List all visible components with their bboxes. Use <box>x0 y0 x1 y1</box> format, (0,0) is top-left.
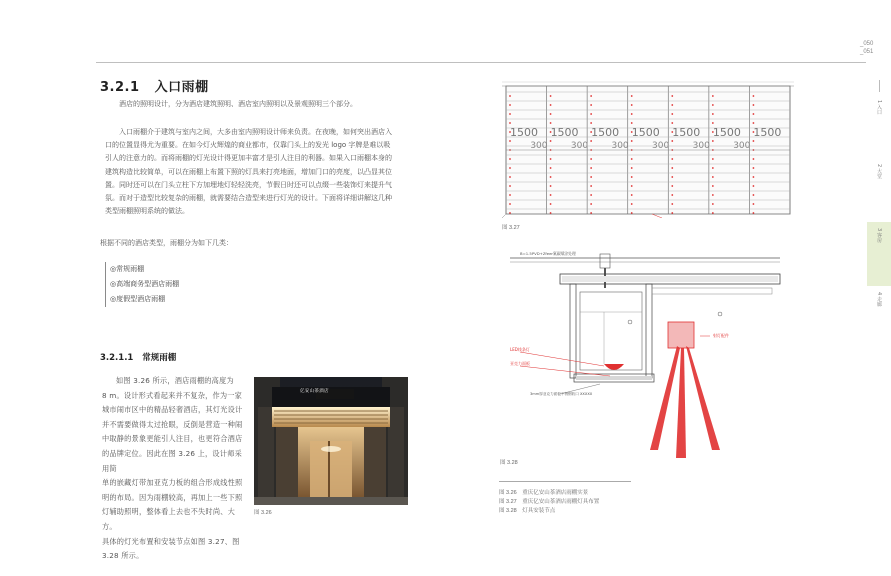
subsection-number: 3.2.1.1 <box>100 353 134 363</box>
section-title: 入口雨棚 <box>154 80 209 95</box>
body-line: 灯辅助照明，整体看上去也不失时尚、大方。 <box>102 507 235 531</box>
downlight-marker <box>509 185 511 187</box>
list-item: ◎高端商务型酒店雨棚 <box>110 280 180 288</box>
sidebar-tab-label: 1 入口 <box>876 100 882 115</box>
downlight-marker <box>712 122 714 124</box>
downlight-marker <box>550 185 552 187</box>
downlight-marker <box>590 113 592 115</box>
downlight-marker <box>550 104 552 106</box>
body-line: 具体的灯光布置和安装节点如图 3.27、图 <box>102 536 240 546</box>
downlight-marker <box>590 95 592 97</box>
downlight-marker <box>590 194 592 196</box>
downlight-marker <box>509 203 511 205</box>
hotel-entrance-photo <box>254 377 408 505</box>
downlight-marker <box>712 158 714 160</box>
body-line: 并不需要做得太过抢眼，反倒是营造一种闹 <box>102 419 243 429</box>
downlight-marker <box>671 194 673 196</box>
paragraph-line: 口的位置显得尤为重要。在如今灯火辉煌的商业都市，仅靠门头上的发光 logo 字牌是难以吸 <box>105 141 391 150</box>
downlight-marker <box>590 158 592 160</box>
plan-subdimension-label: 300 <box>733 141 751 151</box>
downlight-marker <box>712 185 714 187</box>
downlight-marker <box>753 140 755 142</box>
plan-subdimension-label: 300 <box>530 141 548 151</box>
downlight-marker <box>753 212 755 214</box>
downlight-marker <box>631 176 633 178</box>
paragraph-line: 置。同时还可以在门头立柱下方加埋地灯轻轻洗亮，节假日时还可以点缀一些装饰灯来提升气 <box>105 180 392 189</box>
plan-dimension-label: 1500 <box>712 126 741 139</box>
section-number: 3.2.1 <box>100 80 140 95</box>
downlight-marker <box>753 167 755 169</box>
downlight-marker <box>550 212 552 214</box>
section-label-led: LED线条灯 <box>510 347 530 352</box>
downlight-marker <box>712 203 714 205</box>
downlight-marker <box>509 158 511 160</box>
downlight-marker <box>753 194 755 196</box>
downlight-marker <box>671 158 673 160</box>
downlight-marker <box>712 113 714 115</box>
downlight-marker <box>590 185 592 187</box>
plan-dimension-label: 1500 <box>510 126 538 139</box>
downlight-marker <box>671 176 673 178</box>
downlight-marker <box>631 95 633 97</box>
header-rule <box>96 62 866 63</box>
body-line: 明的布局。因为雨棚较高，再加上一些下照 <box>102 492 243 502</box>
body-line: 中取静的景象更能引人注目，也更符合酒店 <box>102 434 243 444</box>
downlight-marker <box>753 203 755 205</box>
chapter-sidebar <box>867 80 891 350</box>
section-label-acrylic: 亚克力面板 <box>510 361 530 366</box>
list-item: ◎度假型酒店雨棚 <box>110 295 166 303</box>
body-line: 单的嵌藏灯带加亚克力板的组合形成线性照 <box>102 478 243 488</box>
downlight-marker <box>712 194 714 196</box>
downlight-marker <box>753 113 755 115</box>
downlight-marker <box>590 212 592 214</box>
downlight-marker <box>550 122 552 124</box>
downlight-marker <box>712 140 714 142</box>
subsection-body <box>102 374 248 564</box>
downlight-marker <box>753 176 755 178</box>
plan-dimension-label: 1500 <box>631 126 660 139</box>
body-line: 3.28 所示。 <box>102 551 144 561</box>
downlight-marker <box>590 104 592 106</box>
downlight-marker <box>753 104 755 106</box>
figure-captions <box>499 489 599 516</box>
paragraph-line: 建筑构造比较简单，可以在雨棚上布置下照的灯具来打亮地面，增加门口的亮度，以凸显其位 <box>105 167 392 176</box>
downlight-marker <box>753 158 755 160</box>
downlight-marker <box>509 176 511 178</box>
downlight-marker <box>631 194 633 196</box>
body-line: 城市闹市区中的精品轻奢酒店，其灯光设计 <box>102 405 243 415</box>
caption-line: 图 3.27 重庆亿安山茶酒店雨棚灯具布置 <box>499 499 600 505</box>
downlight-marker <box>590 176 592 178</box>
section-top-note: B=1.5PVD+Zfeer氟碳喷涂处理 <box>520 251 576 256</box>
downlight-marker <box>550 140 552 142</box>
downlight-marker <box>712 95 714 97</box>
page-numbers <box>860 40 873 56</box>
downlight-marker <box>631 140 633 142</box>
downlight-marker <box>631 167 633 169</box>
downlight-marker <box>590 167 592 169</box>
downlight-marker <box>712 176 714 178</box>
section-heading <box>100 76 209 95</box>
figure-3-28-caption: 图 3.28 <box>500 460 518 466</box>
downlight-marker <box>671 212 673 214</box>
paragraph-line: 引人的注意力的。而将雨棚的灯光设计得更加丰富才是引人注目的利器。如果入口雨棚本身的 <box>105 154 392 163</box>
downlight-marker <box>712 167 714 169</box>
downlight-marker <box>712 104 714 106</box>
canopy-lighting-plan <box>502 78 794 218</box>
downlight-marker <box>631 122 633 124</box>
downlight-marker <box>671 185 673 187</box>
plan-dimension-label: 1500 <box>591 126 620 139</box>
body-line: 8 m。设计形式看起来并不复杂，作为一家 <box>102 390 243 400</box>
sidebar-tab-1[interactable] <box>867 94 891 158</box>
page-number-left: _050 <box>860 41 874 47</box>
downlight-marker <box>712 212 714 214</box>
body-line: 如图 3.26 所示，酒店雨棚的高度为 <box>116 376 234 385</box>
downlight-marker <box>631 203 633 205</box>
downlight-marker <box>631 104 633 106</box>
body-line: 的品牌定位。因此在图 3.26 上，设计师采用简 <box>102 448 242 473</box>
downlight-marker <box>550 158 552 160</box>
downlight-marker <box>753 122 755 124</box>
downlight-marker <box>671 95 673 97</box>
subsection-title: 常规雨棚 <box>142 353 177 363</box>
body-paragraph <box>105 126 405 218</box>
plan-subdimension-label: 300 <box>692 141 710 151</box>
types-list <box>105 262 179 307</box>
sidebar-tab-label: 2 大堂 <box>876 164 882 179</box>
caption-line: 图 3.28 灯具安装节点 <box>499 508 556 514</box>
caption-line: 图 3.26 重庆亿安山茶酒店雨棚实景 <box>499 490 589 496</box>
downlight-marker <box>509 194 511 196</box>
plan-subdimension-label: 300 <box>570 141 589 151</box>
section-label-spot: 射灯配件 <box>713 333 729 338</box>
plan-dimension-label: 1500 <box>550 126 579 139</box>
downlight-marker <box>671 113 673 115</box>
downlight-marker <box>671 122 673 124</box>
downlight-marker <box>509 113 511 115</box>
downlight-marker <box>509 95 511 97</box>
figure-3-26-caption: 图 3.26 <box>254 510 272 516</box>
plan-subdimension-label: 300 <box>611 141 629 151</box>
downlight-marker <box>550 113 552 115</box>
intro-text: 酒店的照明设计，分为酒店建筑照明、酒店室内照明以及景观照明三个部分。 <box>119 100 357 108</box>
plan-subdimension-label: 300 <box>652 141 670 151</box>
downlight-marker <box>550 203 552 205</box>
page-number-right: _051 <box>860 49 874 55</box>
sidebar-tab-label: 3 客房 <box>876 228 882 243</box>
sidebar-tab-2[interactable] <box>867 158 891 222</box>
downlight-marker <box>509 212 511 214</box>
sidebar-tab-4[interactable] <box>867 286 891 350</box>
downlight-marker <box>550 95 552 97</box>
downlight-marker <box>631 158 633 160</box>
downlight-marker <box>550 167 552 169</box>
downlight-marker <box>590 140 592 142</box>
downlight-marker <box>671 203 673 205</box>
plan-dimension-label: 1500 <box>672 126 701 139</box>
downlight-marker <box>509 167 511 169</box>
sidebar-divider <box>879 80 880 92</box>
downlight-marker <box>631 212 633 214</box>
sidebar-tab-label: 4 走廊 <box>876 292 882 307</box>
downlight-marker <box>671 167 673 169</box>
downlight-marker <box>671 104 673 106</box>
paragraph-line: 入口雨棚介于建筑与室内之间，大多由室内照明设计师来负责。在夜晚，如何突出酒店入 <box>119 128 392 136</box>
downlight-marker <box>590 203 592 205</box>
downlight-marker <box>753 185 755 187</box>
downlight-marker <box>509 104 511 106</box>
downlight-marker <box>671 140 673 142</box>
sidebar-tab-3[interactable] <box>867 222 891 286</box>
captions-rule <box>499 481 631 482</box>
hotel-sign-text: 亿安山茶酒店 <box>300 389 329 394</box>
paragraph-line: 氛。而对于造型比较复杂的雨棚，就需要结合造型来进行灯光的设计。下面将详细讲解这几种 <box>105 194 392 203</box>
downlight-marker <box>631 113 633 115</box>
downlight-marker <box>631 185 633 187</box>
downlight-marker <box>509 122 511 124</box>
paragraph-line: 类型雨棚照明系统的做法。 <box>105 207 189 216</box>
downlight-marker <box>550 176 552 178</box>
downlight-marker <box>509 140 511 142</box>
plan-dimension-label: 1500 <box>753 126 782 139</box>
downlight-marker <box>550 194 552 196</box>
types-intro: 根据不同的酒店类型，雨棚分为如下几类： <box>100 239 233 247</box>
list-item: ◎常规雨棚 <box>110 265 145 273</box>
section-bottom-note: 3mm厚亚克力面板不锈钢收口 XXXXX <box>530 392 593 396</box>
downlight-marker <box>590 122 592 124</box>
installation-section-detail <box>500 244 790 462</box>
figure-3-27-caption: 图 3.27 <box>502 225 520 231</box>
downlight-marker <box>753 95 755 97</box>
subsection-heading <box>100 351 176 363</box>
